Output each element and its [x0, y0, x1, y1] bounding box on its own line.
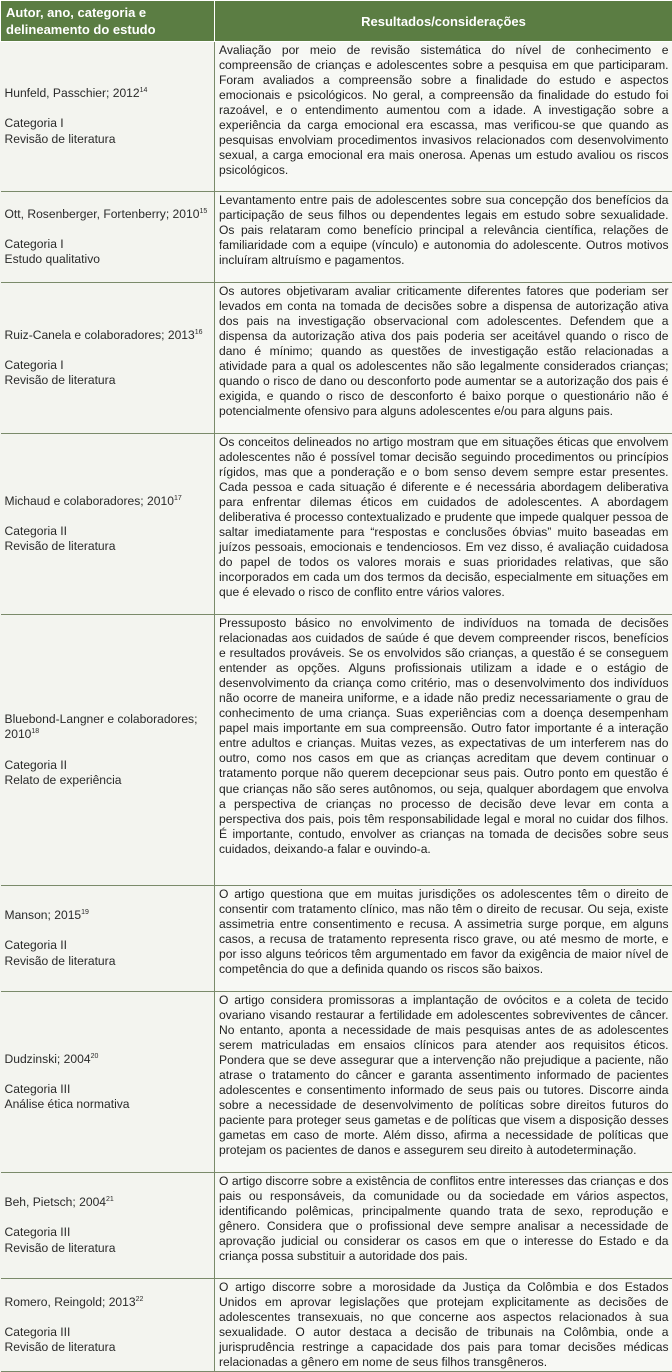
table-row: [1, 1173, 672, 1279]
study-category: Categoria III: [5, 1082, 211, 1097]
author-cell: [1, 283, 215, 434]
reference-number: 20: [91, 1053, 99, 1060]
table-row: [1, 42, 672, 192]
author-cell: [1, 886, 215, 992]
study-design: Estudo qualitativo: [5, 252, 211, 267]
study-category: Categoria III: [5, 1225, 211, 1240]
author-cell: [1, 1173, 215, 1279]
author-name: Bluebond-Langner e colaboradores; 2010$^{18}$: [5, 712, 211, 742]
study-category: Categoria II: [5, 524, 211, 539]
author-cell: [1, 42, 215, 192]
author-name: Ruiz-Canela e colaboradores; 2013$^{16}$: [5, 328, 211, 343]
reference-number: 22: [136, 1296, 144, 1303]
table-row: [1, 192, 672, 283]
author-name: Beh, Pietsch; 2004$^{21}$: [5, 1195, 211, 1210]
study-category: Categoria I: [5, 358, 211, 373]
study-design: Revisão de literatura: [5, 539, 211, 554]
study-category: Categoria III: [5, 1325, 211, 1340]
result-cell: Os autores objetivaram avaliar criticamente diferentes fatores que poderiam ser levados em conta na tomada de decisões sobre a dispensa de autorização ativa dos pais na investigação observacional com adolescentes. Defendem que a dispensa da autorização ativa dos pais poderia ser aceitável quando o risco de dano é mínimo; quando as questões de investigação estão relacionadas a atividade para a qual os adolescentes não são legalmente considerados crianças; quando o risco de dano ou desconforto pode aumentar se a autorização dos pais é exigida, e quando o risco de desconforto é baixo porque o questionário não é potencialmente ofensivo para alguns adolescentes e/ou para alguns pais.: [215, 283, 672, 434]
table-row: [1, 992, 672, 1173]
reference-number: 17: [174, 495, 182, 502]
result-cell: Levantamento entre pais de adolescentes sobre sua concepção dos benefícios da participação de seus filhos ou dependentes legais em estudo sobre sexualidade. Os pais relataram como benefício principal a relevância científica, relações de familiaridade com a equipe (vínculo) e autonomia do adolescente. Outros motivos incluíram altruísmo e pagamentos.: [215, 192, 672, 283]
table-row: [1, 1279, 672, 1372]
study-design: Revisão de literatura: [5, 1340, 211, 1355]
study-design: Revisão de literatura: [5, 373, 211, 388]
author-cell: [1, 615, 215, 886]
study-design: Análise ética normativa: [5, 1097, 211, 1112]
study-design: Revisão de literatura: [5, 132, 211, 147]
result-cell: Pressuposto básico no envolvimento de indivíduos na tomada de decisões relacionadas aos cuidados de saúde é que devem compreender riscos, benefícios e resultados prováveis. Se os envolvidos são crianças, a questão é se conseguem entender as opções. Alguns profissionais utilizam a idade e o estágio de desenvolvimento da criança como critério, mas o desenvolvimento dos indivíduos não ocorre de maneira uniforme, e a idade não prediz necessariamente o grau de conhecimento de uma criança. Suas experiências com a doença desempenham papel mais importante em sua compreensão. Outro fator importante é a interação entre adultos e crianças. Muitas vezes, as expectativas de um interferem nas do outro, como nos casos em que as crianças acreditam que devem continuar o tratamento porque não querem decepcionar seus pais. Outro ponto em questão é que crianças não são seres autônomos, ou seja, qualquer abordagem que envolva a perspectiva de crianças no processo de decisão deve levar em conta a perspectiva dos pais, pois têm responsabilidade legal e moral no cuidar dos filhos. É importante, contudo, envolver as crianças na tomada de decisões sobre seus cuidados, deixando-a falar e ouvindo-a.: [215, 615, 672, 886]
reference-number: 16: [195, 329, 203, 336]
header-author-column: Autor, ano, categoria e delineamento do estudo: [1, 1, 215, 42]
header-results-column: Resultados/considerações: [215, 1, 672, 42]
author-cell: [1, 1279, 215, 1372]
result-cell: O artigo considera promissoras a implantação de ovócitos e a coleta de tecido ovariano visando restaurar a fertilidade em adolescentes sobreviventes de câncer. No entanto, aponta a necessidade de mais pesquisas antes de as adolescentes serem matriculadas em ensaios clínicos para atender aos requisitos éticos. Pondera que se deve assegurar que a intervenção não prejudique a paciente, não atrase o tratamento do câncer e garanta assentimento informado de pacientes adolescentes e consentimento informado de seus pais ou tutores. Discorre ainda sobre a necessidade de desenvolvimento de políticas sobre direitos futuros do paciente para proteger seus gametas e de políticas que visem a disposição desses gametas em caso de morte. Além disso, afirma a necessidade de políticas que protejam os pacientes de danos e assegurem seu direito à autodeterminação.: [215, 992, 672, 1173]
result-cell: O artigo discorre sobre a existência de conflitos entre interesses das crianças e dos pais ou responsáveis, da comunidade ou da sociedade em vários aspectos, identificando polêmicas, principalmente quando trata de sexo, reprodução e gênero. Considera que o profissional deve sempre analisar a necessidade de aprovação judicial ou considerar os casos em que o interesse do Estado e da criança possa substituir a autoridade dos pais.: [215, 1173, 672, 1279]
author-cell: [1, 434, 215, 615]
reference-number: 21: [106, 1196, 114, 1203]
study-design: Relato de experiência: [5, 773, 211, 788]
table-row: [1, 283, 672, 434]
study-category: Categoria I: [5, 237, 211, 252]
result-cell: Os conceitos delineados no artigo mostram que em situações éticas que envolvem adolescentes não é possível tomar decisão seguindo procedimentos ou princípios rígidos, mas que a ponderação e o bom senso devem sempre estar presentes. Cada pessoa e cada situação é diferente e é necessária abordagem deliberativa para enfrentar dilemas éticos em cuidados de adolescentes. A abordagem deliberativa é processo contextualizado e prudente que impede qualquer pessoa de saltar imediatamente para “respostas e conclusões óbvias” muito baseadas em juízos pessoais, emocionais e tendenciosos. Em vez disso, é avaliação cuidadosa do papel de todos os valores morais e suas prioridades relativas, que são incorporados em cada um dos termos da decisão, especialmente em situações em que é elevado o risco de conflito entre vários valores.: [215, 434, 672, 615]
reference-number: 15: [199, 208, 207, 215]
author-name: Dudzinski; 2004$^{20}$: [5, 1052, 211, 1067]
reference-number: 19: [81, 909, 89, 916]
study-category: Categoria I: [5, 116, 211, 131]
table-row: [1, 615, 672, 886]
study-design: Revisão de literatura: [5, 954, 211, 969]
table-header-row: [1, 1, 672, 42]
reference-number: 18: [31, 728, 39, 735]
reference-number: 14: [140, 87, 148, 94]
author-name: Hunfeld, Passchier; 2012$^{14}$: [5, 86, 211, 101]
study-category: Categoria II: [5, 938, 211, 953]
table-row: [1, 886, 672, 992]
author-name: Romero, Reingold; 2013$^{22}$: [5, 1295, 211, 1310]
result-cell: O artigo questiona que em muitas jurisdições os adolescentes têm o direito de consentir com tratamento clínico, mas não têm o direito de recusar. Ou seja, existe assimetria entre consentimento e recusa. A assimetria surge porque, em alguns casos, a recusa de tratamento representa risco grave, ou até mesmo de morte, e por isso alguns teóricos têm argumentado em favor da exigência de maior nível de competência do que a definida quando os riscos são baixos.: [215, 886, 672, 992]
study-category: Categoria II: [5, 758, 211, 773]
author-name: Manson; 2015$^{19}$: [5, 908, 211, 923]
result-cell: Avaliação por meio de revisão sistemática do nível de conhecimento e compreensão de crianças e adolescentes sobre a pesquisa em que participaram. Foram avaliados a compreensão sobre a finalidade do estudo e aspectos emocionais e psicológicos. No geral, a compreensão da finalidade do estudo foi razoável, e o entendimento aumentou com a idade. A investigação sobre a experiência da carga emocional era escassa, mas verificou-se que quando as pesquisas envolviam procedimentos invasivos relacionados com desenvolvimento sexual, a carga emocional era mais onerosa. Apenas um estudo avaliou os riscos psicológicos.: [215, 42, 672, 192]
result-cell: O artigo discorre sobre a morosidade da Justiça da Colômbia e dos Estados Unidos em aprovar legislações que protejam explicitamente as decisões de adolescentes transexuais, no que concerne aos aspectos relacionados à sua sexualidade. O autor destaca a decisão de tribunais na Colômbia, onde a jurisprudência restringe a capacidade dos pais para tomar decisões médicas relacionadas a gênero em nome de seus filhos transgêneros.: [215, 1279, 672, 1372]
author-cell: [1, 992, 215, 1173]
author-name: Ott, Rosenberger, Fortenberry; 2010$^{15}$: [5, 207, 211, 222]
author-cell: [1, 192, 215, 283]
study-design: Revisão de literatura: [5, 1241, 211, 1256]
table-row: [1, 434, 672, 615]
author-name: Michaud e colaboradores; 2010$^{17}$: [5, 494, 211, 509]
